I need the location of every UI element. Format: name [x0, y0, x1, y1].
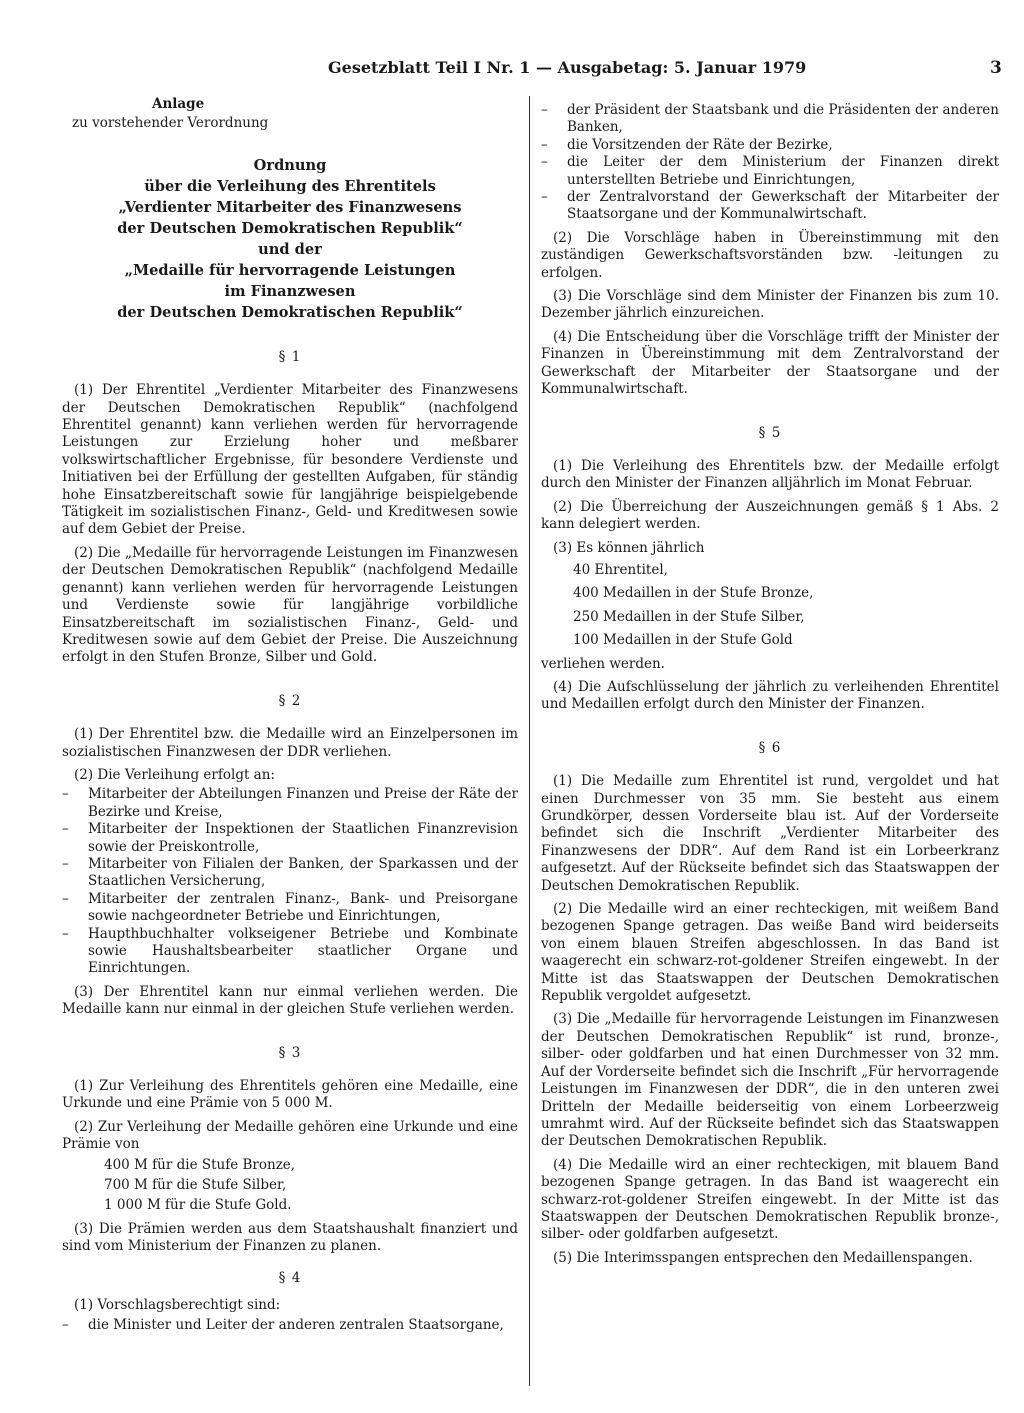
paragraph: (1) Vorschlagsberechtigt sind:	[74, 1297, 281, 1314]
list-item: – der Zentralvorstand der Gewerkschaft der Mitarbeiter der Staatsorgane und der Kommunalwirtschaft.	[541, 189, 999, 224]
title-line: „Medaille für hervorragende Leistungen	[124, 261, 456, 279]
list-item: 700 M für die Stufe Silber,	[104, 1177, 287, 1194]
column-divider	[529, 96, 530, 1386]
list-item: 100 Medaillen in der Stufe Gold	[573, 632, 793, 649]
section-heading: § 1	[278, 348, 302, 365]
anlage-label: Anlage	[152, 96, 205, 112]
paragraph: (2) Die „Medaille für hervorragende Leistungen im Finanzwesen der Deutschen Demokratischen Republik“ (nachfolgend Medaille genannt) kann verliehen werden für hervorragende Leistungen und Verdienste sowie für langjährige vorbildliche Einsatzbereitschaft im sozialistischen Finanz-, Geld- und Kreditwesen sowie auf dem Gebiet der Preise. Die Auszeichnung erfolgt in den Stufen Bronze, Silber und Gold.	[62, 544, 518, 666]
paragraph: (3) Die Vorschläge sind dem Minister der Finanzen bis zum 10. Dezember jährlich einzureichen.	[541, 288, 999, 322]
section-heading: § 4	[278, 1269, 302, 1286]
list-item: – die Vorsitzenden der Räte der Bezirke,	[541, 137, 999, 154]
paragraph: (2) Zur Verleihung der Medaille gehören eine Urkunde und eine Prämie von	[62, 1118, 518, 1153]
anlage-subtitle: zu vorstehender Verordnung	[72, 115, 269, 132]
page-header	[0, 58, 1024, 84]
title-line: der Deutschen Demokratischen Republik“	[117, 303, 463, 321]
section-heading: § 5	[758, 424, 782, 441]
paragraph: verliehen werden.	[541, 655, 665, 672]
list-item: 40 Ehrentitel,	[573, 561, 668, 578]
section-heading: § 6	[758, 739, 782, 756]
right-column	[541, 96, 999, 1273]
list-item: – die Leiter der dem Ministerium der Finanzen direkt unterstellten Betriebe und Einrichtungen,	[541, 154, 999, 189]
paragraph: (5) Die Interimsspangen entsprechen den Medaillenspangen.	[553, 1249, 973, 1266]
paragraph: (2) Die Überreichung der Auszeichnungen gemäß § 1 Abs. 2 kann delegiert werden.	[541, 498, 999, 533]
list-item: 1 000 M für die Stufe Gold.	[104, 1197, 292, 1214]
list-item: 400 M für die Stufe Bronze,	[104, 1156, 296, 1173]
paragraph: (2) Die Vorschläge haben in Übereinstimmung mit den zuständigen Gewerkschaftsvorständen bzw. -leitungen zu erfolgen.	[541, 229, 999, 281]
title-line: Ordnung	[253, 156, 327, 174]
paragraph: (3) Die „Medaille für hervorragende Leistungen im Finanzwesen der Deutschen Demokratischen Republik“ ist rund, bronze-, silber- oder goldfarben und hat einen Durchmesser von 32 mm. Auf der Vorderseite befindet sich die Inschrift „Für hervorragende Leistungen im Finanzwesen der DDR“, die in den unteren zwei Dritteln der Medaille beiderseitig von einem Lorbeerzweig umrahmt wird. Auf der Rückseite befindet sich das Staatswappen der Deutschen Demokratischen Republik.	[541, 1011, 999, 1150]
paragraph: (4) Die Aufschlüsselung der jährlich zu verleihenden Ehrentitel und Medaillen erfolgt durch den Minister der Finanzen.	[541, 678, 999, 713]
page-number: 3	[990, 58, 1002, 78]
prize-list	[62, 1157, 518, 1215]
left-column	[62, 96, 518, 1340]
list-item: – Mitarbeiter der zentralen Finanz-, Bank- und Preisorgane sowie nachgeordneter Betriebe und Einrichtungen,	[62, 891, 518, 926]
list-item: – die Minister und Leiter der anderen zentralen Staatsorgane,	[62, 1317, 518, 1334]
paragraph: (1) Der Ehrentitel „Verdienter Mitarbeiter des Finanzwesens der Deutschen Demokratischen Republik“ (nachfolgend Ehrentitel genannt) kann verliehen werden für hervorragende Leistungen zur Erzielung hoher und meßbarer volkswirtschaftlicher Ergebnisse, für besondere Verdienste und Initiativen bei der Erfüllung der gestellten Aufgaben, für ständig hohe Einsatzbereitschaft sowie für langjährige beispielgebende Tätigkeit im sozialistischen Finanz-, Geld- und Kreditwesen sowie auf dem Gebiet der Preise.	[62, 382, 518, 538]
paragraph: (1) Der Ehrentitel bzw. die Medaille wird an Einzelpersonen im sozialistischen Finanzwesen der DDR verliehen.	[62, 726, 518, 760]
recipient-list	[62, 786, 518, 977]
list-item: 400 Medaillen in der Stufe Bronze,	[573, 585, 814, 602]
paragraph: (1) Die Verleihung des Ehrentitels bzw. der Medaille erfolgt durch den Minister der Finanzen alljährlich im Monat Februar.	[541, 457, 999, 492]
list-item: 250 Medaillen in der Stufe Silber,	[573, 608, 805, 625]
ordnung-title	[62, 155, 518, 323]
title-line: der Deutschen Demokratischen Republik“	[117, 219, 463, 237]
list-item: – Haupthbuchhalter volkseigener Betriebe und Kombinate sowie Haushaltsbearbeiter staatlicher Organe und Einrichtungen.	[62, 926, 518, 978]
title-line: im Finanzwesen	[224, 282, 356, 300]
paragraph: (2) Die Verleihung erfolgt an:	[74, 766, 275, 783]
section-heading: § 3	[278, 1044, 302, 1061]
paragraph: (3) Es können jährlich	[553, 539, 705, 556]
quota-list	[541, 562, 999, 650]
title-line: „Verdienter Mitarbeiter des Finanzwesens	[118, 198, 462, 216]
gazette-title: Gesetzblatt Teil I Nr. 1 — Ausgabetag: 5. Januar 1979	[328, 58, 807, 77]
paragraph: (4) Die Medaille wird an einer rechteckigen, mit blauem Band bezogenen Spange getragen. In das Band ist waagerecht ein schwarz-rot-goldener Streifen eingewebt. In der Mitte ist das Staatswappen der Deutschen Demokratischen Republik bronze-, silber- oder goldfarben aufgesetzt.	[541, 1156, 999, 1243]
section-heading: § 2	[278, 692, 302, 709]
paragraph: (2) Die Medaille wird an einer rechteckigen, mit weißem Band bezogenen Spange getragen. Das weiße Band wird beiderseits von einem blauen Streifen abgeschlossen. In das Band ist waagerecht ein schwarz-rot-goldener Streifen eingewebt. In der Mitte ist das Staatswappen der Deutschen Demokratischen Republik vergoldet aufgesetzt.	[541, 901, 999, 1005]
paragraph: (1) Zur Verleihung des Ehrentitels gehören eine Medaille, eine Urkunde und eine Prämie von 5 000 M.	[62, 1078, 518, 1112]
paragraph: (3) Die Prämien werden aus dem Staatshaushalt finanziert und sind vom Ministerium der Finanzen zu planen.	[62, 1220, 518, 1255]
paragraph: (4) Die Entscheidung über die Vorschläge trifft der Minister der Finanzen in Übereinstimmung mit dem Zentralvorstand der Gewerkschaft der Mitarbeiter der Staatsorgane und der Kommunalwirtschaft.	[541, 328, 999, 398]
proposer-list	[62, 1317, 518, 1334]
title-line: über die Verleihung des Ehrentitels	[144, 177, 436, 195]
list-item: – Mitarbeiter der Abteilungen Finanzen und Preise der Räte der Bezirke und Kreise,	[62, 786, 518, 821]
list-item: – Mitarbeiter von Filialen der Banken, der Sparkassen und der Staatlichen Versicherung,	[62, 856, 518, 891]
proposer-list-continued	[541, 102, 999, 224]
title-line: und der	[258, 240, 322, 258]
list-item: – Mitarbeiter der Inspektionen der Staatlichen Finanzrevision sowie der Preiskontrolle,	[62, 821, 518, 856]
paragraph: (3) Der Ehrentitel kann nur einmal verliehen werden. Die Medaille kann nur einmal in der gleichen Stufe verliehen werden.	[62, 983, 518, 1018]
list-item: – der Präsident der Staatsbank und die Präsidenten der anderen Banken,	[541, 102, 999, 137]
paragraph: (1) Die Medaille zum Ehrentitel ist rund, vergoldet und hat einen Durchmesser von 35 mm. Sie besteht aus einem Grundkörper, dessen Vorderseite blau ist. Auf der Vorderseite befindet sich die Inschrift „Verdienter Mitarbeiter des Finanzwesens der DDR“. Auf dem Rand ist ein Lorbeerkranz aufgesetzt. Auf der Rückseite befindet sich das Staatswappen der Deutschen Demokratischen Republik.	[541, 773, 999, 894]
